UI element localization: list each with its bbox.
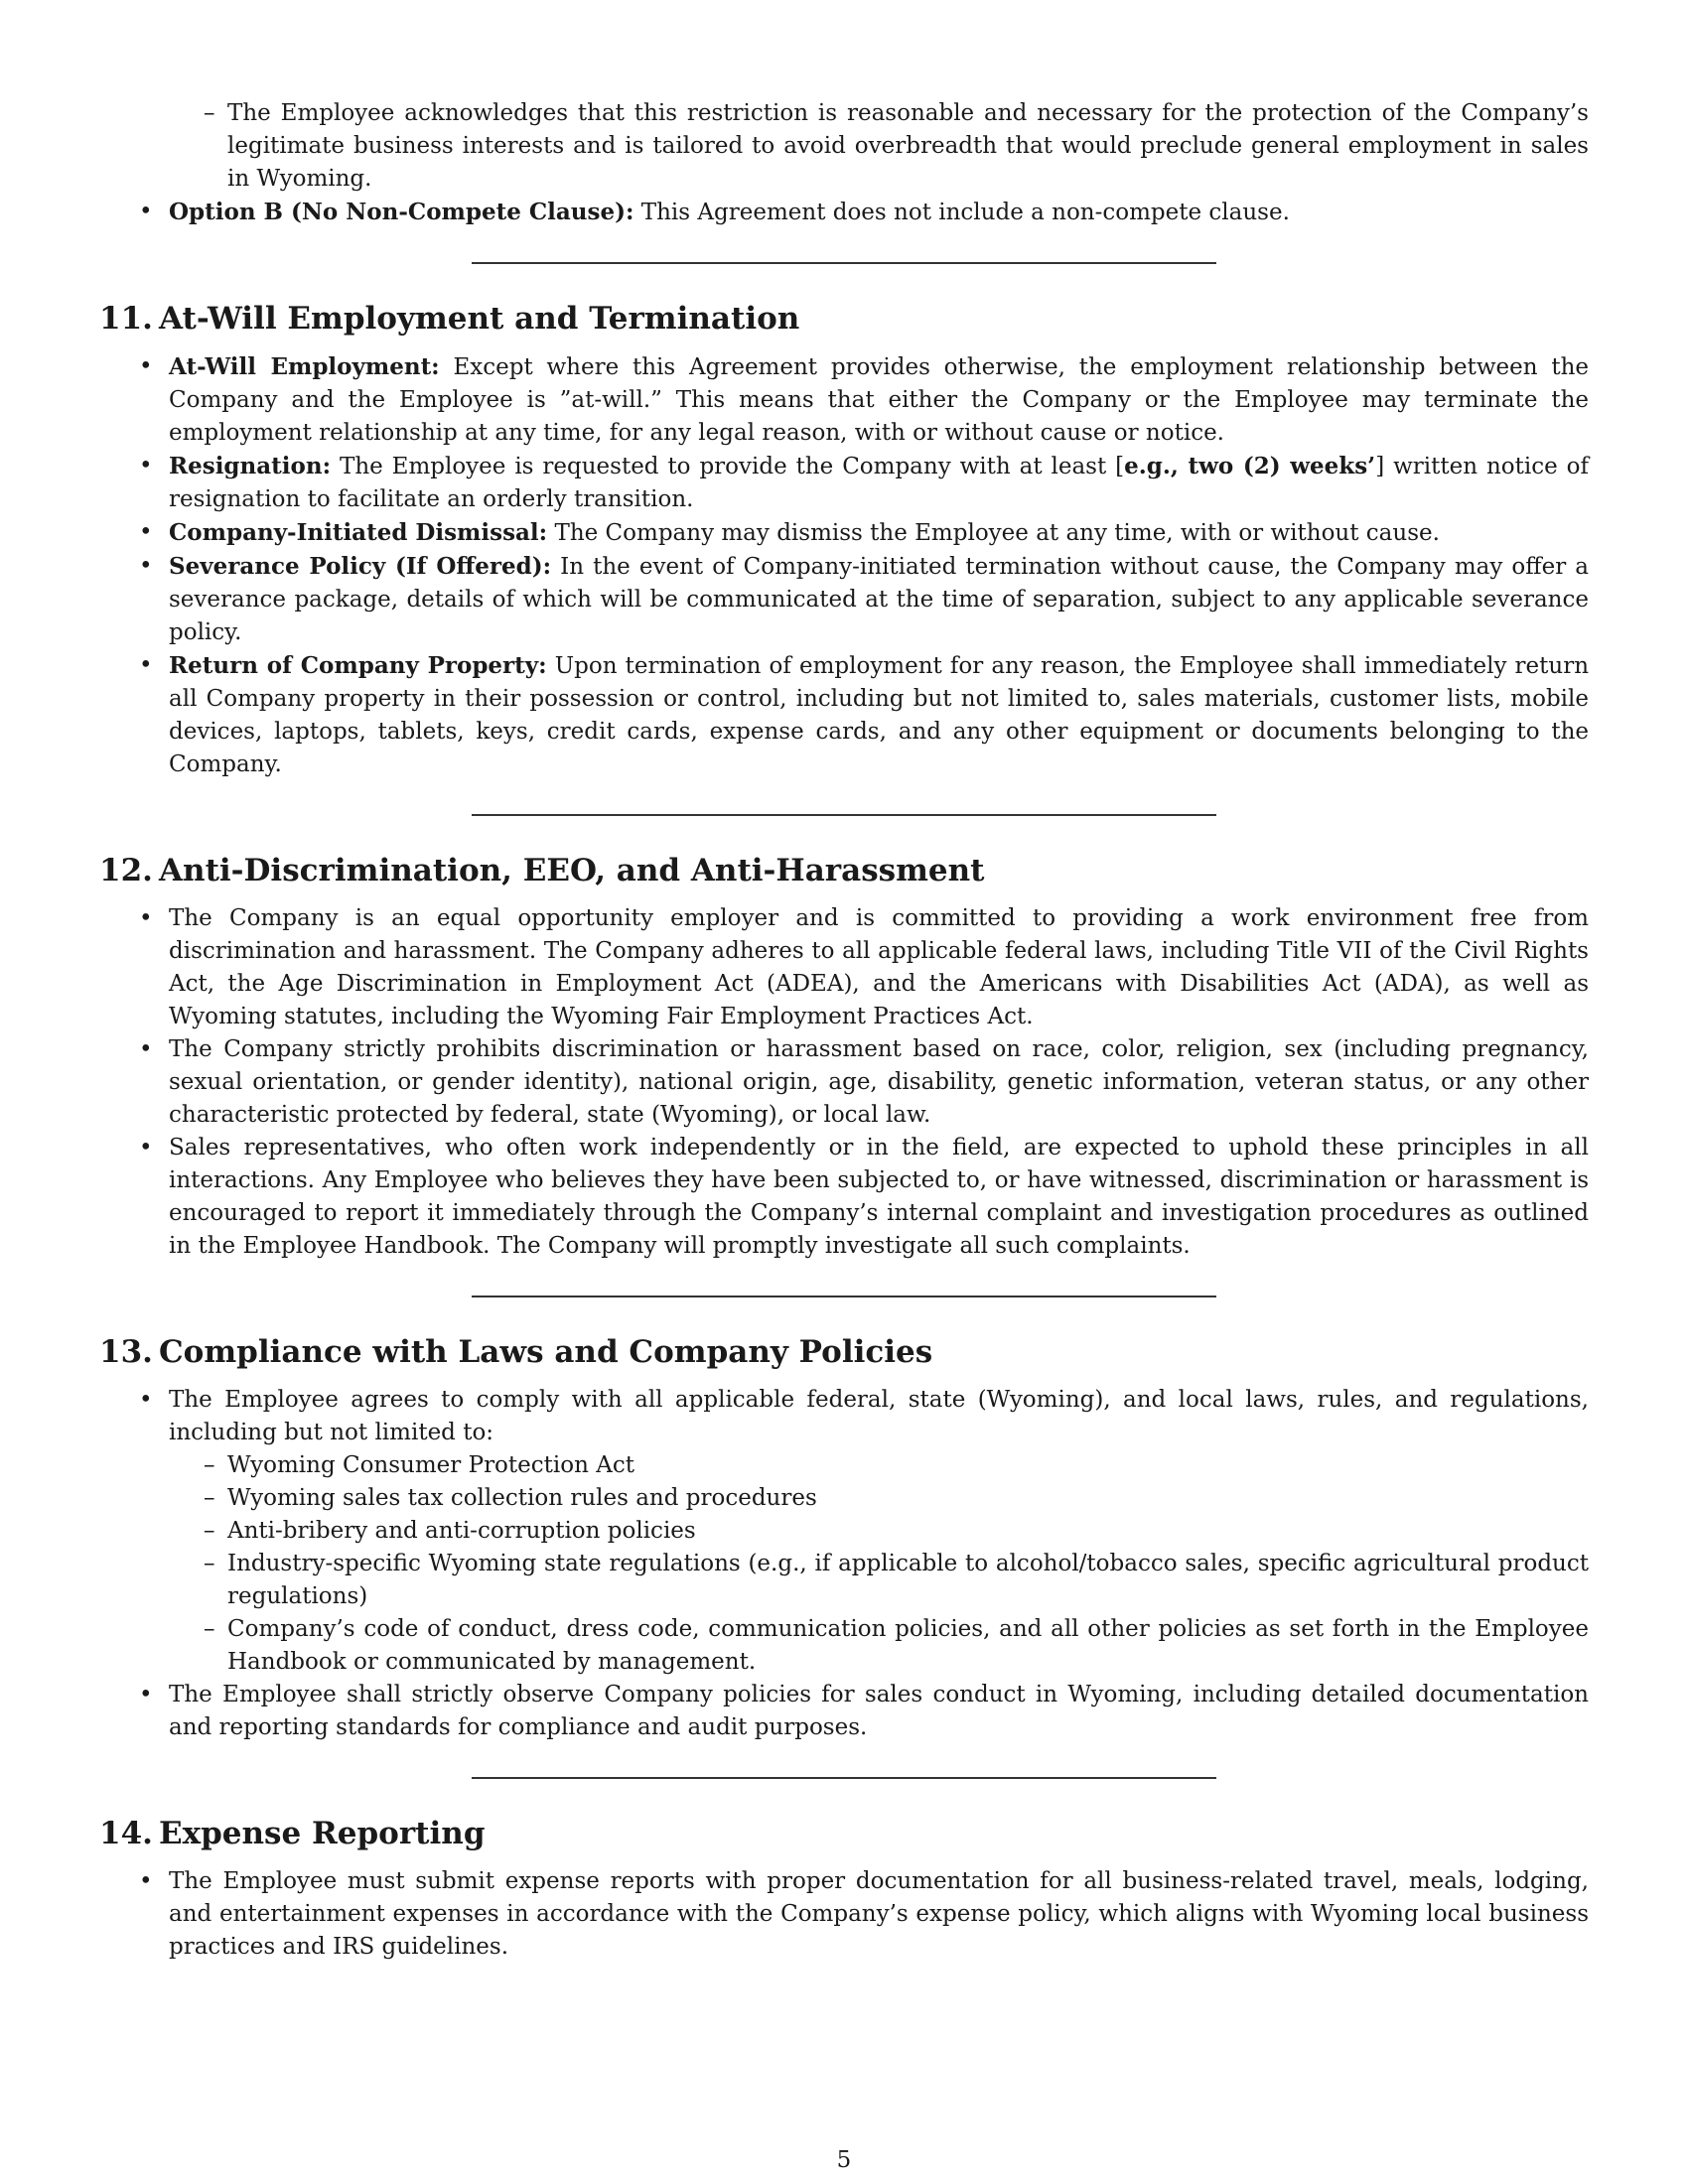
list-item: – Company’s code of conduct, dress code, communication policies, and all other policies as set forth in the Employee Handbook or communicated by management. [169, 1613, 1589, 1679]
item-text: In the event of Company-initiated termination without cause, the Company may offer a severance package, details of which will be communicated at the time of separation, subject to any applicable severance policy. [169, 554, 1589, 645]
list-item: • The Employee must submit expense reports with proper documentation for all business-related travel, meals, lodging, and entertainment expenses in accordance with the Company’s expense policy, which aligns with Wyoming local business practices and IRS guidelines. [99, 1865, 1589, 1964]
item-text: The Company may dismiss the Employee at any time, with or without cause. [547, 520, 1440, 546]
list-item: • Sales representatives, who often work independently or in the field, are expected to uphold these principles in all interactions. Any Employee who believes they have been subjected to, or have witnessed, discrimination or harassment is encouraged to report it immediately through the Company’s internal complaint and investigation procedures as outlined in the Employee Handbook. The Company will promptly investigate all such complaints. [99, 1132, 1589, 1263]
section-number: 11. [99, 301, 153, 337]
list-item: – Industry-specific Wyoming state regulations (e.g., if applicable to alcohol/tobacco sales, specific agricultural product regulations) [169, 1548, 1589, 1613]
section-number: 14. [99, 1816, 153, 1851]
item-text: The Employee agrees to comply with all applicable federal, state (Wyoming), and local laws, rules, and regulations, including but not limited to: [169, 1387, 1589, 1445]
section-number: 12. [99, 853, 153, 888]
list-item: • The Company strictly prohibits discrimination or harassment based on race, color, religion, sex (including pregnancy, sexual orientation, or gender identity), national origin, age, disability, genetic information, veteran status, or any other characteristic protected by federal, state (Wyoming), or local law. [99, 1033, 1589, 1132]
section-heading-11 [99, 299, 1589, 339]
item-label: Option B (No Non-Compete Clause): [169, 199, 634, 225]
section-number: 13. [99, 1334, 153, 1370]
section-11-list [99, 350, 1589, 781]
list-item: – Wyoming Consumer Protection Act [169, 1449, 1589, 1482]
item-label: Severance Policy (If Offered): [169, 553, 552, 580]
section-heading-14 [99, 1814, 1589, 1853]
section-14-list [99, 1865, 1589, 1964]
noncompete-sublist [169, 97, 1589, 196]
list-item-at-will [99, 350, 1589, 450]
list-item-return-property [99, 649, 1589, 781]
item-text: This Agreement does not include a non-compete clause. [633, 200, 1290, 225]
compliance-sublist [169, 1449, 1589, 1679]
page-content [99, 97, 1589, 1964]
item-label: Company-Initiated Dismissal: [169, 519, 548, 546]
section-13-list [99, 1384, 1589, 1744]
item-text: Upon termination of employment for any reason, the Employee shall immediately return all Company property in their possession or control, including but not limited to, sales materials, customer lists, mobile devices, laptops, tablets, keys, credit cards, expense cards, and any other equipment or documents belonging to the Company. [169, 653, 1590, 777]
list-item: • The Company is an equal opportunity employer and is committed to providing a work environment free from discrimination and harassment. The Company adheres to all applicable federal laws, including Title VII of the Civil Rights Act, the Age Discrimination in Employment Act (ADEA), and the Americans with Disabilities Act (ADA), as well as Wyoming statutes, including the Wyoming Fair Employment Practices Act. [99, 902, 1589, 1033]
item-label: Resignation: [169, 453, 332, 479]
section-heading-13 [99, 1332, 1589, 1372]
section-title: Compliance with Laws and Company Policies [159, 1334, 933, 1370]
list-item: – Anti-bribery and anti-corruption policies [169, 1515, 1589, 1548]
list-item [99, 1384, 1589, 1679]
list-item: – Wyoming sales tax collection rules and procedures [169, 1482, 1589, 1515]
section-divider [472, 1777, 1216, 1779]
section-divider [472, 262, 1216, 264]
list-item: • The Employee shall strictly observe Company policies for sales conduct in Wyoming, including detailed documentation and reporting standards for compliance and audit purposes. [99, 1679, 1589, 1744]
section-heading-12 [99, 851, 1589, 890]
list-item-dismissal [99, 516, 1589, 550]
section-divider [472, 814, 1216, 816]
list-item: – The Employee acknowledges that this restriction is reasonable and necessary for the protection of the Company’s legitimate business interests and is tailored to avoid overbreadth that would preclude general employment in sales in Wyoming. [169, 97, 1589, 196]
section-12-list [99, 902, 1589, 1263]
bracket-open: [ [1115, 454, 1125, 479]
list-item-resignation [99, 450, 1589, 516]
list-item-option-b [99, 196, 1589, 229]
section-title: Expense Reporting [159, 1816, 486, 1851]
section-title: Anti-Discrimination, EEO, and Anti-Harassment [159, 853, 985, 888]
item-text: Except where this Agreement provides otherwise, the employment relationship between the Company and the Employee is ”at-will.” This means that either the Company or the Employee may terminate the employment relationship at any time, for any legal reason, with or without cause or notice. [169, 354, 1589, 446]
item-text: The Employee is requested to provide the Company with at least [331, 454, 1116, 479]
notice-period: e.g., two (2) weeks’ [1124, 453, 1376, 479]
section-divider [472, 1296, 1216, 1297]
item-label: At-Will Employment: [169, 353, 440, 380]
section-title: At-Will Employment and Termination [159, 301, 800, 337]
bracket-close: ] [1375, 454, 1385, 479]
item-text: written notice of resignation to facilitate an orderly transition. [169, 454, 1589, 512]
list-item-severance [99, 550, 1589, 649]
page-number: 5 [836, 2147, 852, 2173]
noncompete-options [99, 196, 1589, 229]
item-label: Return of Company Property: [169, 652, 547, 679]
